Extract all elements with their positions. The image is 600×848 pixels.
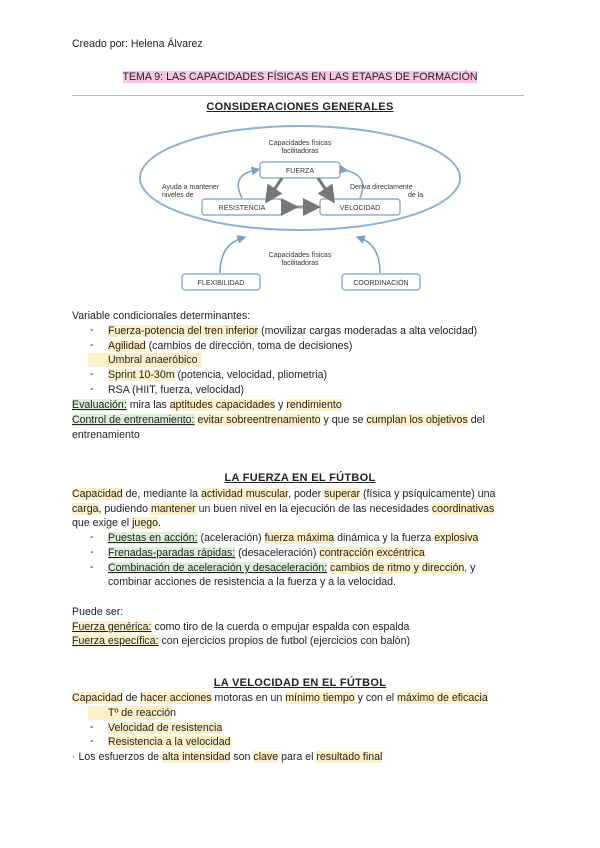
fuerza-def-line-3: que exige el juego. (72, 517, 161, 529)
evaluacion-line: Evaluación: mira las aptitudes capacidades y rendimiento (72, 399, 342, 411)
velocidad-def-line: Capacidad de hacer acciones motoras en un mínimo tiempo y con el máximo de eficacia (72, 692, 488, 704)
section-heading-velocidad: LA VELOCIDAD EN EL FÚTBOL (213, 677, 387, 689)
bullet-dash: - (90, 546, 94, 558)
variable-item-2: Agilidad (cambios de dirección, toma de decisiones) (108, 340, 353, 352)
resistencia-label: RESISTENCIA (218, 205, 266, 212)
arrow-flexibilidad (220, 238, 242, 273)
velocidad-item-1: Tº de reacción (108, 707, 177, 719)
coordinacion-label: COORDINACIÓN (353, 280, 409, 287)
section-heading-fuerza: LA FUERZA EN EL FÚTBOL (224, 472, 376, 484)
bullet-dash: - (90, 383, 94, 395)
fuerza-def-line-2: carga, pudiendo mantener un buen nivel en la ejecución de las necesidades coordinativas (72, 503, 495, 515)
variables-intro: Variable condicionales determinantes: (72, 310, 251, 322)
velocidad-item-2: Velocidad de resistencia (108, 722, 223, 734)
variable-item-4: Sprint 10-30m (potencia, velocidad, pliometria) (108, 369, 328, 381)
fuerza-item-1: Puestas en acción: (aceleración) fuerza máxima dinámica y la fuerza explosiva (108, 532, 479, 544)
bullet-dash: - (90, 721, 94, 733)
capacities-diagram (130, 120, 470, 295)
control-line: Control de entrenamiento: evitar sobreentrenamiento y que se cumplan los objetivos del (72, 414, 485, 426)
fuerza-especifica-line: Fuerza específica: con ejercicios propios de futbol (ejercicios con balón) (72, 635, 410, 647)
document-title: TEMA 9: LAS CAPACIDADES FÍSICAS EN LAS ETAPAS DE FORMACIÓN (122, 71, 478, 83)
author-line: Creado por: Helena Álvarez (72, 38, 203, 50)
diagram-top-label-2: facilitadoras (281, 148, 319, 155)
diagram-bottom-label-1: Capacidades físicas (268, 252, 332, 259)
fuerza-def-line-1: Capacidad de, mediante la actividad muscular, poder superar (física y psíquicamente) una (72, 488, 496, 500)
section-heading-general: CONSIDERACIONES GENERALES (206, 101, 394, 113)
bullet-dash: - (90, 368, 94, 380)
bullet-dash: - (90, 735, 94, 747)
diagram-bottom-label-2: facilitadoras (281, 260, 319, 267)
diagram-left-label-2: niveles de (162, 192, 194, 199)
fuerza-label: FUERZA (286, 168, 314, 175)
velocidad-label: VELOCIDAD (339, 205, 381, 212)
bullet-dash: - (90, 339, 94, 351)
velocidad-item-3: Resistencia a la velocidad (108, 736, 231, 748)
velocidad-last-line: · Los esfuerzos de alta intensidad son clave para el resultado final (72, 751, 383, 763)
fuerza-item-3: Combinación de aceleración y desaceleración: cambios de ritmo y dirección, y (108, 562, 476, 574)
diagram-right-label-1: Deriva directamente (350, 184, 413, 191)
diagram-top-label-1: Capacidades físicas (268, 140, 332, 147)
diagram-left-label-1: Ayuda a mantener (162, 184, 220, 191)
arrow-coordinacion (360, 238, 380, 273)
fuerza-generica-line: Fuerza genérica: como tiro de la cuerda o empujar espalda con espalda (72, 621, 410, 633)
bullet-dash: - (90, 561, 94, 573)
variable-item-1: Fuerza-potencia del tren inferior (movilizar cargas moderadas a alta velocidad) (108, 325, 478, 337)
fuerza-item-2: Frenadas-paradas rápidas: (desaceleración) contracción excéntrica (108, 547, 425, 559)
arrow-left-curve (238, 170, 256, 198)
variable-item-5: RSA (HIIT, fuerza, velocidad) (108, 384, 245, 396)
fuerza-item-3-cont: combinar acciones de resistencia a la fuerza y a la velocidad. (108, 576, 396, 588)
control-line-cont: entrenamiento (72, 429, 140, 441)
title-divider (72, 95, 524, 96)
bullet-dash: - (90, 531, 94, 543)
variable-item-3: Umbral anaeróbico (108, 354, 198, 366)
bullet-dash: - (90, 324, 94, 336)
puede-ser: Puede ser: (72, 606, 124, 618)
arrow-fuerza-resistencia (270, 178, 282, 196)
diagram-right-label-2: de la (408, 192, 424, 199)
flexibilidad-label: FLEXIBILIDAD (197, 280, 245, 287)
arrow-fuerza-velocidad (318, 178, 330, 196)
